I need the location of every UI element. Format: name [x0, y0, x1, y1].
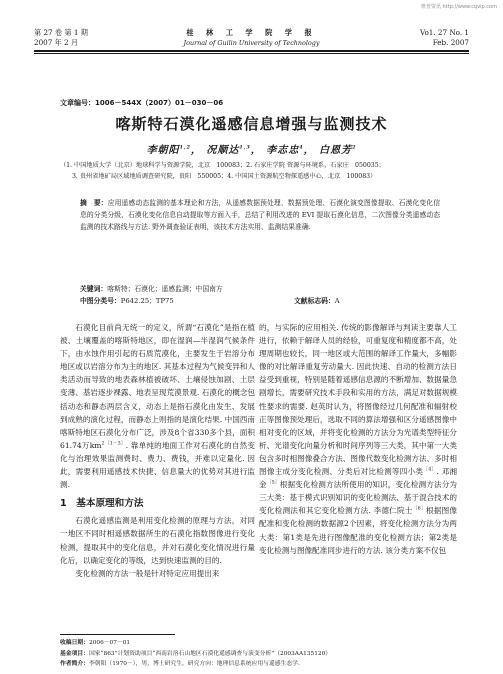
author-name: 李志忠 — [266, 145, 300, 156]
abstract — [80, 197, 440, 234]
body-column-right — [259, 321, 457, 557]
paper-title: 喀斯特石漠化遥感信息增强与监测技术 — [115, 115, 388, 133]
affiliation-line: （1. 中国地质大学（北京）地球科学与资源学院，北京 100083；2. 石家庄学院 资源与环境系，石家庄 050035； — [60, 162, 385, 169]
citation: ［4］ — [423, 467, 437, 473]
footnote-text: 李朝阳（1970－），男，博士研究生，研究方向：地理信息系统应用与遥感生态学. — [89, 661, 300, 667]
header-right — [420, 28, 469, 48]
affiliations — [60, 160, 460, 182]
journal-name-en: Journal of Guilin University of Technology — [183, 39, 320, 47]
author-sup: 4 — [299, 144, 304, 151]
author-sup: 1,2 — [179, 144, 191, 151]
author-sup: 2 — [352, 144, 357, 151]
citation: ［5］ — [266, 480, 280, 486]
footnote-label: 收稿日期： — [60, 640, 89, 646]
author-sup: 1,3 — [239, 144, 251, 151]
body-text: . 邓湘金 — [259, 467, 457, 490]
doc-code-value: A — [334, 297, 340, 305]
body-paragraph — [60, 321, 255, 491]
volume-cn: 第 27 卷 第 1 期 — [34, 28, 88, 37]
footnote-label: 基金项目： — [60, 650, 89, 657]
author-list: 李朝阳$^{1,2}$， 况顺达$^{1,3}$， 李志忠$^4$， 白恩芳$^2$ — [146, 144, 357, 156]
section-title: 基本原理和方法 — [76, 498, 144, 510]
superscript: 2 — [101, 441, 105, 447]
body-paragraph: 变化检测的方法一般是针对特定应用提出来 — [75, 568, 220, 578]
clc-label: 中图分类号： — [80, 297, 121, 305]
footnote-received — [60, 638, 460, 649]
volume-en: Vo1. 27 No. 1 — [419, 28, 469, 37]
footnote-text: 2006－07－01 — [89, 640, 131, 646]
body-column-left — [60, 321, 255, 580]
author-name: 白恩芳 — [319, 145, 353, 156]
clc-value: P642.25；TP75 — [120, 297, 174, 305]
author-name: 况顺达 — [206, 145, 240, 156]
affiliation-line: 3. 贵州省地矿局区域地质调查研究院，贵阳 550005；4. 中国国土资源航空物探遥感中心，北京 100083） — [72, 173, 377, 180]
abstract-text: 应用遥感动态监测的基本理论和方法，从遥感数据预处理、数据预处理、石漠化演变图像提取、石漠化变化信息的分类分级、石漠化变化信息自动提取等方面入手，总结了利用改进的 EVI 提取石漠化信息，二次图像分类遥感动态监测的技术路线与方法. 野外调查验证表明，该技术方法实用、监测结果准确. — [80, 199, 440, 232]
body-paragraph — [259, 321, 457, 557]
date-cn: 2007 年 2 月 — [34, 38, 79, 47]
footnote-rule — [60, 634, 175, 635]
keywords-label: 关键词： — [80, 285, 108, 293]
body-text: 的，与实际的应用相关. 传统的影像解译与判读主要靠人工进行，依赖于解译人员的经验，可重复度和精度都不高，处理周期也较长，同一地区或大范围的解译工作量大，多幅影像的对比解译重复劳动量大. 因此快速、自动的检测方法日益受到重视，特别是随着遥感信息源的不断增加、数据量急剧增长，需要研究技术手段和实用的方法，满足对数据规模性要求的需要. 赵英时认为，将图像经过几何配准和辐射校正等图像预处理后，选取不同的算法增强和区分遥感图像中相对变化的区域，并将变化检测的方法分为光谱类型特征分析、光谱变化向量分析和时间序列等三大类，其中第一大类包含多时相图像叠合方法、图像代数变化检测方法、多时相图像主成分变化检测、分类后对比检测等四小类 — [259, 323, 457, 477]
footnote-fund — [60, 649, 460, 660]
keywords — [80, 283, 440, 295]
section-heading — [60, 497, 255, 510]
document-code — [294, 295, 340, 307]
body-text: 石漠化目前尚无统一的定义，所谓“石漠化”是指在植被、土壤覆盖的喀斯特地区，即在湿润—半湿润气候条件下，由水蚀作用引起的石质荒漠化，主要发生于岩溶分布地区或以岩溶分布为主的地区. 其基本过程为气候变异和人类活动而导致的地表森林植被破坏、土壤侵蚀加剧、土层变薄、基岩逐步裸露、地表呈现荒漠景观. 石漠化的概念包括动态和静态两层含义，动态上是指石漠化由发生、发展到成熟的演化过程，而静态上则指的是演化结果. 中国西南喀斯特地区石漠化分布广泛，涉及8个省330多个县，面积61.74万km — [60, 323, 255, 450]
article-number: 文章编号：1006－544X（2007）01－030－06 — [60, 99, 224, 107]
date-en: Feb. 2007 — [432, 38, 469, 47]
doc-code-label: 文献标志码： — [294, 297, 335, 305]
body-text: 根据变化检测方法所使用的知识，变化检测方法分为三大类：基于模式识别知识的变化检测法、基于混合技术的变化检测法和其它变化检测方法. 李德仁院士 — [259, 480, 458, 516]
citation: ［6］ — [412, 506, 426, 512]
footnote-label: 作者简介： — [60, 661, 89, 667]
section-number: 1 — [60, 498, 67, 510]
body-text: 根据图像配准和变化检测的数据源2个因素，将变化检测方法分为两大类：第1类是先进行图像配准的变化检测方法；第2类是变化检测与图像配准同步进行的方法. 该分类方案不仅包 — [259, 506, 458, 555]
footnote-text: 国家“863”计划资助项目“西南岩溶石山地区石漠化遥感调查与演变分析”（2003AA135120） — [89, 650, 332, 657]
journal-name-cn: 桂 林 工 学 院 学 报 — [186, 28, 317, 37]
citation: ［1－3］ — [104, 441, 126, 447]
header-rule-thick — [34, 50, 469, 52]
author-name: 李朝阳 — [146, 145, 180, 156]
body-text: . 靠单纯的地面工作对石漠化的自然变化与治理效果监测费时、费力、费钱，并难以定量化. 因此，需要利用遥感技术快捷、信息量大的优势对其进行监测. — [60, 440, 255, 490]
abstract-label: 摘 要： — [80, 199, 108, 207]
classification — [80, 295, 440, 307]
footnote-author — [60, 659, 460, 670]
footnotes — [60, 638, 460, 670]
keywords-text: 喀斯特；石漠化；遥感监测；中国南方 — [107, 285, 223, 293]
watermark: 维普资讯 http://www.cqvip.com — [420, 4, 497, 10]
body-paragraph: 石漠化遥感监测是利用变化检测的原理与方法，对同一地区不同时相遥感数据所生的石漠化指数图像进行变化检测，提取其中的变化信息，并对石漠化变化情况进行量化后，以确定变化的等级，达到快速监测的目的. — [60, 516, 255, 565]
header-rule-thin — [34, 53, 469, 54]
